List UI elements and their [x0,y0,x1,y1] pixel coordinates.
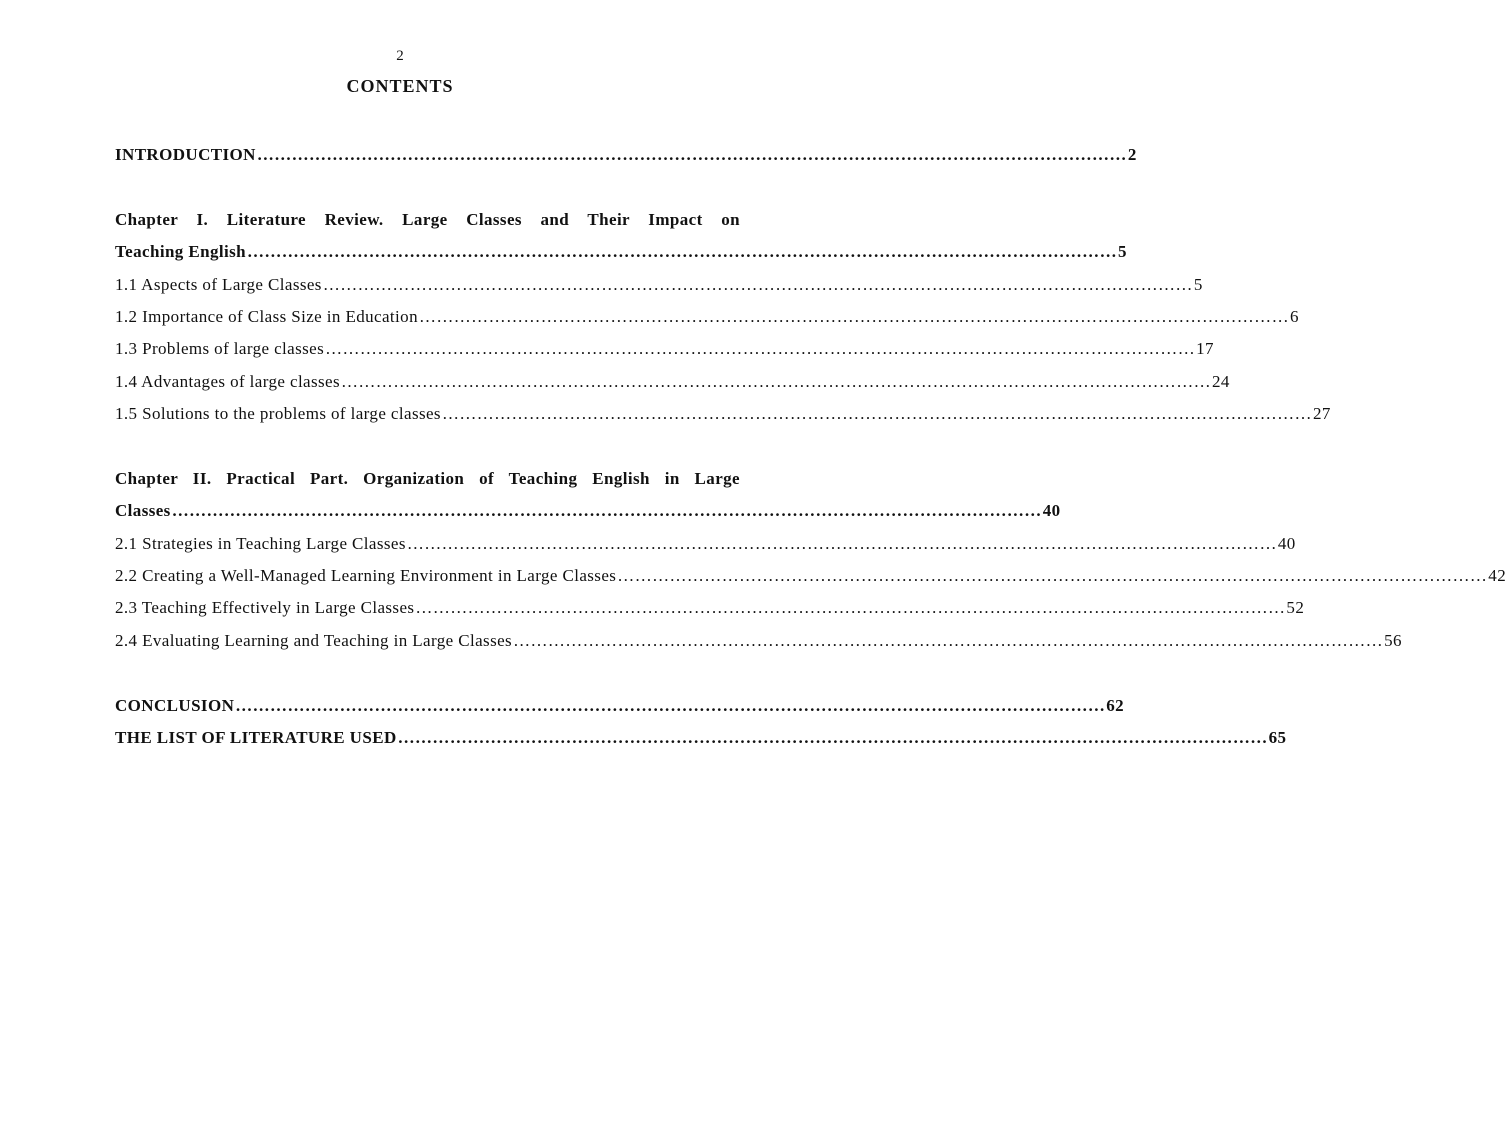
toc-entry-label: 2.1 Strategies in Teaching Large Classes [115,533,406,553]
toc-entry-introduction[interactable] [115,139,1137,171]
table-of-contents [115,139,1506,754]
toc-entry-label: INTRODUCTION [115,145,256,164]
toc-entry-page: 42 [1488,566,1506,586]
toc-entry-2-1[interactable] [115,528,1296,560]
toc-chapter1-heading-line2[interactable] [115,236,1127,268]
dot-leader: …………………………………………………………………………………………………………………………………… [322,274,1193,294]
toc-entry-page: 5 [1193,274,1203,294]
spacer [115,171,740,203]
dot-leader: …………………………………………………………………………………………………………………………………… [513,630,1384,650]
toc-entry-label: THE LIST OF LITERATURE USED [115,728,397,748]
toc-entry-page: 27 [1312,404,1331,424]
dot-leader: …………………………………………………………………………………………………………………………………… [256,145,1127,164]
toc-entry-2-4[interactable] [115,625,1402,657]
toc-entry-label: 1.5 Solutions to the problems of large classes [115,404,441,424]
toc-entry-page: 65 [1268,728,1287,748]
spacer [115,657,740,689]
toc-entry-label: Classes [115,501,171,521]
toc-entry-label: 1.3 Problems of large classes [115,339,325,359]
toc-entry-label: 2.2 Creating a Well-Managed Learning Environment in Large Classes [115,566,617,586]
toc-chapter1-heading-line1[interactable]: Chapter I. Literature Review. Large Classes and Their Impact on [115,209,740,229]
dot-leader: …………………………………………………………………………………………………………………………………… [418,306,1289,326]
toc-entry-1-3[interactable] [115,333,1214,365]
toc-entry-1-4[interactable] [115,366,1230,398]
toc-chapter2-heading-line1[interactable]: Chapter II. Practical Part. Organization of Teaching English in Large [115,468,740,488]
spacer [115,431,740,463]
dot-leader: …………………………………………………………………………………………………………………………………… [397,728,1268,748]
toc-entry-label: CONCLUSION [115,695,235,715]
dot-leader: …………………………………………………………………………………………………………………………………… [325,339,1196,359]
toc-entry-page: 52 [1286,598,1305,618]
dot-leader: …………………………………………………………………………………………………………………………………… [235,695,1106,715]
toc-entry-label: 2.3 Teaching Effectively in Large Classes [115,598,415,618]
toc-entry-2-3[interactable] [115,592,1305,624]
toc-entry-label: 1.1 Aspects of Large Classes [115,274,322,294]
toc-entry-page: 40 [1042,501,1061,521]
toc-entry-label: 1.2 Importance of Class Size in Education [115,306,418,326]
toc-entry-1-5[interactable] [115,398,1331,430]
dot-leader: …………………………………………………………………………………………………………………………………… [406,533,1277,553]
toc-entry-page: 2 [1127,145,1137,164]
toc-entry-page: 56 [1384,630,1402,650]
dot-leader: …………………………………………………………………………………………………………………………………… [341,371,1211,391]
toc-entry-conclusion[interactable] [115,690,1125,722]
dot-leader: …………………………………………………………………………………………………………………………………… [171,501,1042,521]
dot-leader: …………………………………………………………………………………………………………………………………… [246,242,1117,262]
toc-entry-label: 2.4 Evaluating Learning and Teaching in Large Classes [115,630,513,650]
toc-entry-literature[interactable] [115,722,1287,754]
toc-entry-page: 6 [1289,306,1299,326]
toc-entry-label: Teaching English [115,242,246,262]
contents-title: CONTENTS [346,76,454,96]
toc-entry-1-1[interactable] [115,269,1203,301]
toc-entry-page: 5 [1117,242,1127,262]
toc-entry-label: 1.4 Advantages of large classes [115,371,340,391]
dot-leader: …………………………………………………………………………………………………………………………………… [617,566,1488,586]
dot-leader: …………………………………………………………………………………………………………………………………… [441,404,1312,424]
toc-entry-page: 17 [1196,339,1214,359]
toc-entry-2-2[interactable] [115,560,1506,592]
toc-entry-page: 62 [1106,695,1125,715]
toc-entry-1-2[interactable] [115,301,1299,333]
toc-entry-page: 24 [1212,371,1230,391]
toc-chapter2-heading-line2[interactable] [115,495,1061,527]
dot-leader: …………………………………………………………………………………………………………………………………… [415,598,1286,618]
toc-entry-page: 40 [1277,533,1296,553]
page-number: 2 [396,48,404,64]
